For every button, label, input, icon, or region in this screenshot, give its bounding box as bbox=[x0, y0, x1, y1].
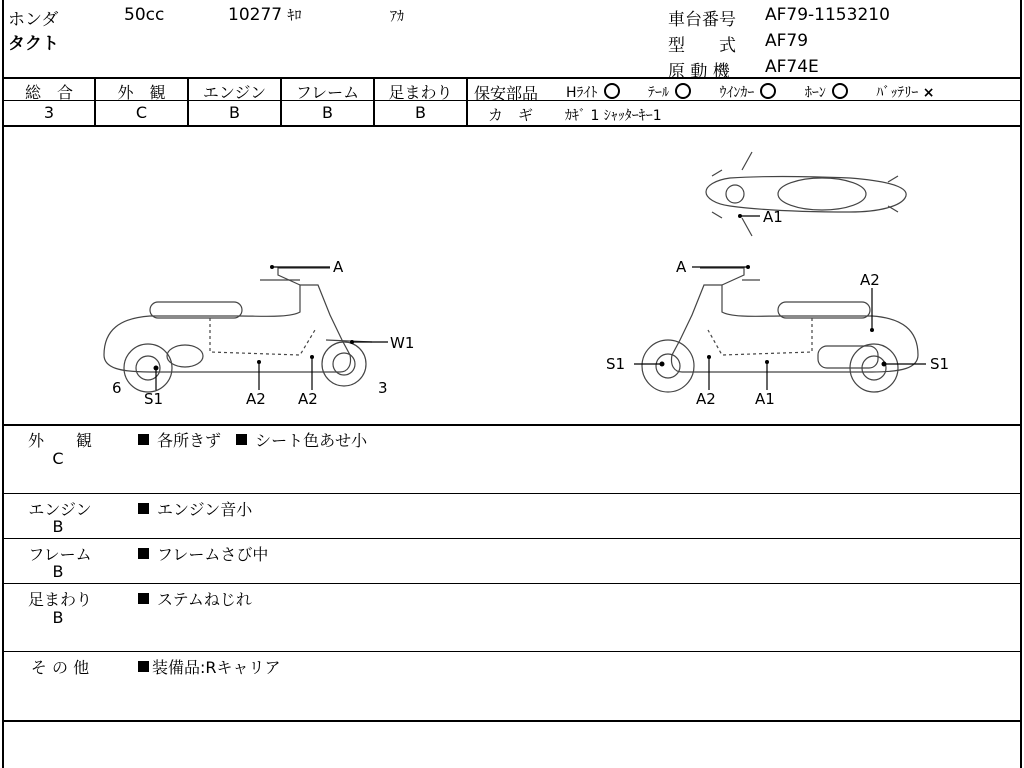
section-engine-title: エンジン bbox=[28, 500, 92, 519]
grade-total-value: 3 bbox=[43, 103, 55, 122]
safety-tail: ﾃｰﾙ bbox=[647, 85, 669, 101]
rule-5 bbox=[2, 493, 1022, 494]
safety-winker: ｳｲﾝｶｰ bbox=[719, 85, 755, 101]
frame-no-label: 車台番号 bbox=[668, 10, 736, 30]
grade-suspension-label: 足まわり bbox=[388, 83, 453, 102]
diag-left-s1: S1 bbox=[144, 390, 164, 408]
frame-item-1: フレームさび中 bbox=[157, 545, 269, 564]
rule-7 bbox=[2, 583, 1022, 584]
rule-1 bbox=[2, 77, 1022, 79]
section-suspension-title: 足まわり bbox=[27, 590, 92, 609]
safety-horn: ﾎｰﾝ bbox=[804, 85, 826, 101]
exterior-item-2: シート色あせ小 bbox=[255, 431, 368, 450]
bullet-square-icon bbox=[138, 434, 149, 445]
section-frame-grade: B bbox=[52, 562, 64, 581]
engine-value: AF74E bbox=[765, 57, 819, 77]
model-name: タクト bbox=[8, 34, 59, 54]
diag-left-a: A bbox=[333, 258, 344, 276]
circle-mark-icon bbox=[832, 83, 848, 99]
diag-right-s1r: S1 bbox=[930, 355, 950, 373]
engine-label: 原 動 機 bbox=[668, 62, 730, 82]
safety-items bbox=[566, 82, 935, 102]
maker: ホンダ bbox=[8, 10, 59, 30]
rule-8 bbox=[2, 651, 1022, 652]
diag-left-a2b: A2 bbox=[298, 390, 318, 408]
top-view bbox=[706, 152, 906, 236]
exterior-item-1: 各所きず bbox=[157, 431, 222, 450]
circle-mark-icon bbox=[760, 83, 776, 99]
section-other-title: そ の 他 bbox=[30, 658, 90, 677]
rule-9 bbox=[2, 720, 1022, 722]
section-exterior-title: 外 観 bbox=[27, 431, 92, 450]
safety-headlight: Hﾗｲﾄ bbox=[566, 85, 598, 101]
section-frame-title: フレーム bbox=[28, 545, 92, 564]
displacement: 50cc bbox=[124, 5, 165, 25]
safety-battery: ﾊﾞｯﾃﾘｰ bbox=[876, 85, 919, 101]
diag-top-a1: A1 bbox=[763, 208, 783, 226]
section-engine-grade: B bbox=[52, 517, 64, 536]
key-value: ｶｷﾞ 1 ｼｬｯﾀｰｷｰ1 bbox=[565, 108, 662, 124]
section-suspension-grade: B bbox=[52, 608, 64, 627]
grade-engine-value: B bbox=[229, 103, 240, 122]
mileage bbox=[228, 5, 302, 25]
diag-right-s1l: S1 bbox=[606, 355, 626, 373]
other-item-1: 装備品:Rキャリア bbox=[152, 658, 281, 677]
cross-mark: × bbox=[922, 85, 935, 101]
grade-frame-label: フレーム bbox=[295, 83, 360, 102]
bullet-square-icon bbox=[138, 548, 149, 559]
mileage-unit: ｷﾛ bbox=[287, 8, 302, 24]
key-label: カ ギ bbox=[488, 106, 534, 124]
suspension-item-1: ステムねじれ bbox=[157, 590, 252, 609]
type-value: AF79 bbox=[765, 31, 809, 51]
diag-left-a2a: A2 bbox=[246, 390, 266, 408]
grade-suspension-value: B bbox=[415, 103, 426, 122]
bullet-square-icon bbox=[138, 503, 149, 514]
grade-exterior-label: 外 観 bbox=[117, 83, 166, 102]
section-engine-items bbox=[138, 497, 252, 520]
circle-mark-icon bbox=[675, 83, 691, 99]
section-suspension-items bbox=[138, 587, 252, 610]
diag-right-a1: A1 bbox=[755, 390, 775, 408]
bullet-square-icon bbox=[138, 593, 149, 604]
diag-right-a: A bbox=[676, 258, 687, 276]
grade-exterior-value: C bbox=[135, 103, 148, 122]
rule-6 bbox=[2, 538, 1022, 539]
section-exterior-grade: C bbox=[52, 449, 64, 468]
diag-left-three: 3 bbox=[378, 379, 388, 397]
frame-no: AF79-1153210 bbox=[765, 5, 890, 25]
type-label: 型 式 bbox=[668, 36, 736, 56]
diag-right-a2: A2 bbox=[696, 390, 716, 408]
section-frame-items bbox=[138, 542, 268, 565]
grade-total-label: 総 合 bbox=[24, 83, 73, 102]
left-side-view bbox=[104, 268, 372, 392]
diag-left-six: 6 bbox=[112, 379, 122, 397]
section-other-items bbox=[138, 655, 281, 678]
grade-engine-label: エンジン bbox=[202, 83, 267, 102]
color: ｱｶ bbox=[390, 9, 404, 25]
bullet-square-icon bbox=[236, 434, 247, 445]
grade-frame-value: B bbox=[322, 103, 333, 122]
section-exterior-items bbox=[138, 428, 367, 451]
safety-label: 保安部品 bbox=[474, 84, 539, 103]
engine-item-1: エンジン音小 bbox=[157, 500, 253, 519]
rule-4 bbox=[2, 424, 1022, 426]
col-sep-5 bbox=[466, 78, 468, 126]
bullet-square-icon bbox=[138, 661, 149, 672]
circle-mark-icon bbox=[604, 83, 620, 99]
diag-left-w1: W1 bbox=[390, 334, 415, 352]
mileage-value: 10277 bbox=[228, 5, 283, 25]
diag-right-a2top: A2 bbox=[860, 271, 880, 289]
